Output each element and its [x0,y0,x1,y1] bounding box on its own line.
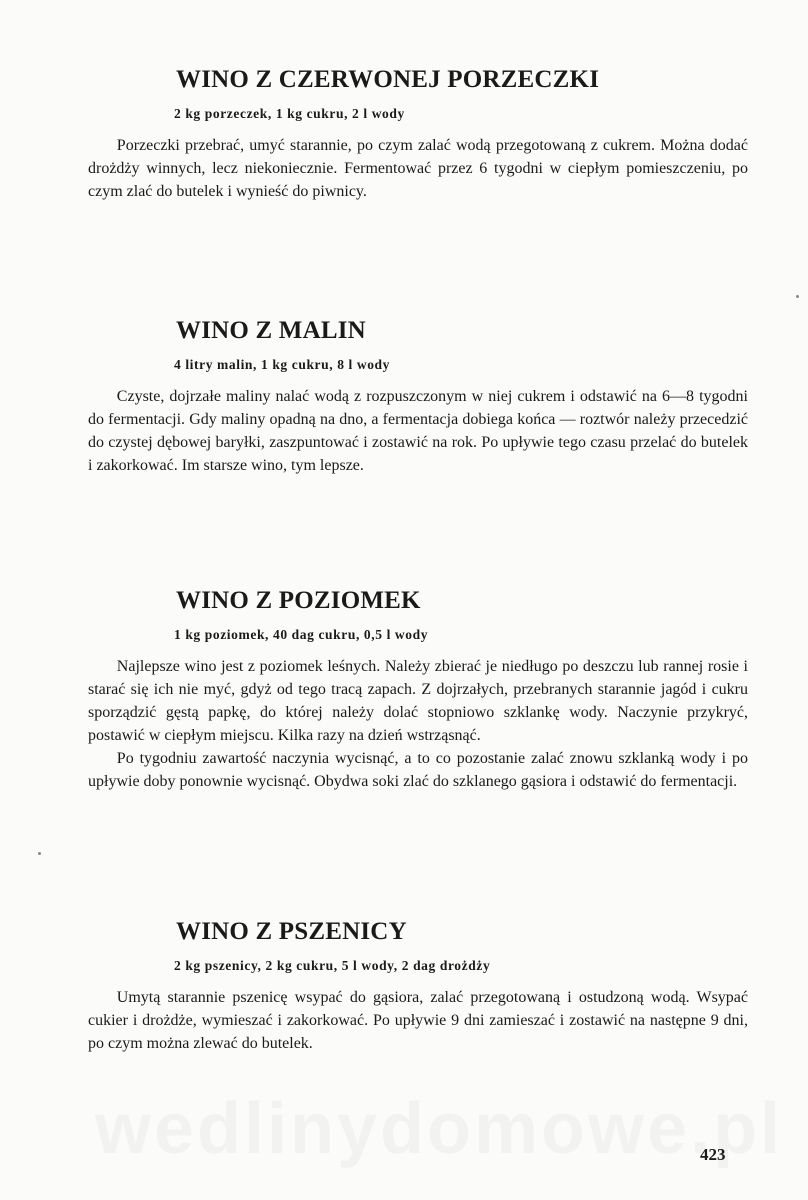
recipe-title: WINO Z PSZENICY [176,918,407,945]
recipe-title: WINO Z MALIN [176,317,366,344]
recipe-wild-strawberry-wine [88,587,748,793]
recipe-red-currant-wine [88,66,748,203]
watermark [95,1088,783,1170]
recipe-paragraph: Czyste, dojrzałe maliny nalać wodą z rozpuszczonym w niej cukrem i odstawić na 6—8 tygodni do fermentacji. Gdy maliny opadną na dno, a fermentacja dobiega końca — roztwór należy przecedzić do czystej dębowej baryłki, zaszpuntować i zostawić na rok. Po upływie tego czasu przelać do butelek i zakorkować. Im starsze wino, tym lepsze. [88,388,748,474]
page-number: 423 [700,1145,726,1164]
scan-speck [796,295,799,298]
recipe-ingredients: 1 kg poziomek, 40 dag cukru, 0,5 l wody [174,627,429,642]
recipe-body [88,134,748,203]
recipe-raspberry-wine [88,317,748,477]
recipe-paragraph: Porzeczki przebrać, umyć starannie, po czym zalać wodą przegotowaną z cukrem. Można dodać drożdży winnych, lecz niekoniecznie. Fermentować przez 6 tygodni w ciepłym pomieszczeniu, po czym zlać do butelek i wynieść do piwnicy. [88,137,748,200]
recipe-ingredients: 2 kg porzeczek, 1 kg cukru, 2 l wody [174,106,405,121]
recipe-ingredients: 2 kg pszenicy, 2 kg cukru, 5 l wody, 2 dag drożdży [174,958,491,973]
recipe-body [88,986,748,1055]
scan-speck [38,852,41,855]
recipe-body [88,385,748,477]
recipe-wheat-wine [88,918,748,1055]
recipe-title: WINO Z CZERWONEJ PORZECZKI [176,66,600,93]
recipe-title: WINO Z POZIOMEK [176,587,421,614]
recipe-paragraph: Umytą starannie pszenicę wsypać do gąsiora, zalać przegotowaną i ostudzoną wodą. Wsypać cukier i drożdże, wymieszać i zakorkować. Po upływie 9 dni zamieszać i zostawić na następne 9 dni, po czym można zlewać do butelek. [88,989,748,1052]
recipe-paragraph: Po tygodniu zawartość naczynia wycisnąć, a to co pozostanie zalać znowu szklanką wody i po upływie doby ponownie wycisnąć. Obydwa soki zlać do szklanego gąsiora i odstawić do fermentacji. [88,750,748,790]
recipe-body [88,655,748,793]
recipe-paragraph: Najlepsze wino jest z poziomek leśnych. Należy zbierać je niedługo po deszczu lub rannej rosie i starać się ich nie myć, gdyż od tego tracą zapach. Z dojrzałych, przebranych starannie jagód i cukru sporządzić gęstą papkę, do której należy dolać stopniowo szklankę wody. Naczynie przykryć, postawić w ciepłym miejscu. Kilka razy na dzień wstrząsnąć. [88,658,748,744]
recipe-ingredients: 4 litry malin, 1 kg cukru, 8 l wody [174,357,391,372]
